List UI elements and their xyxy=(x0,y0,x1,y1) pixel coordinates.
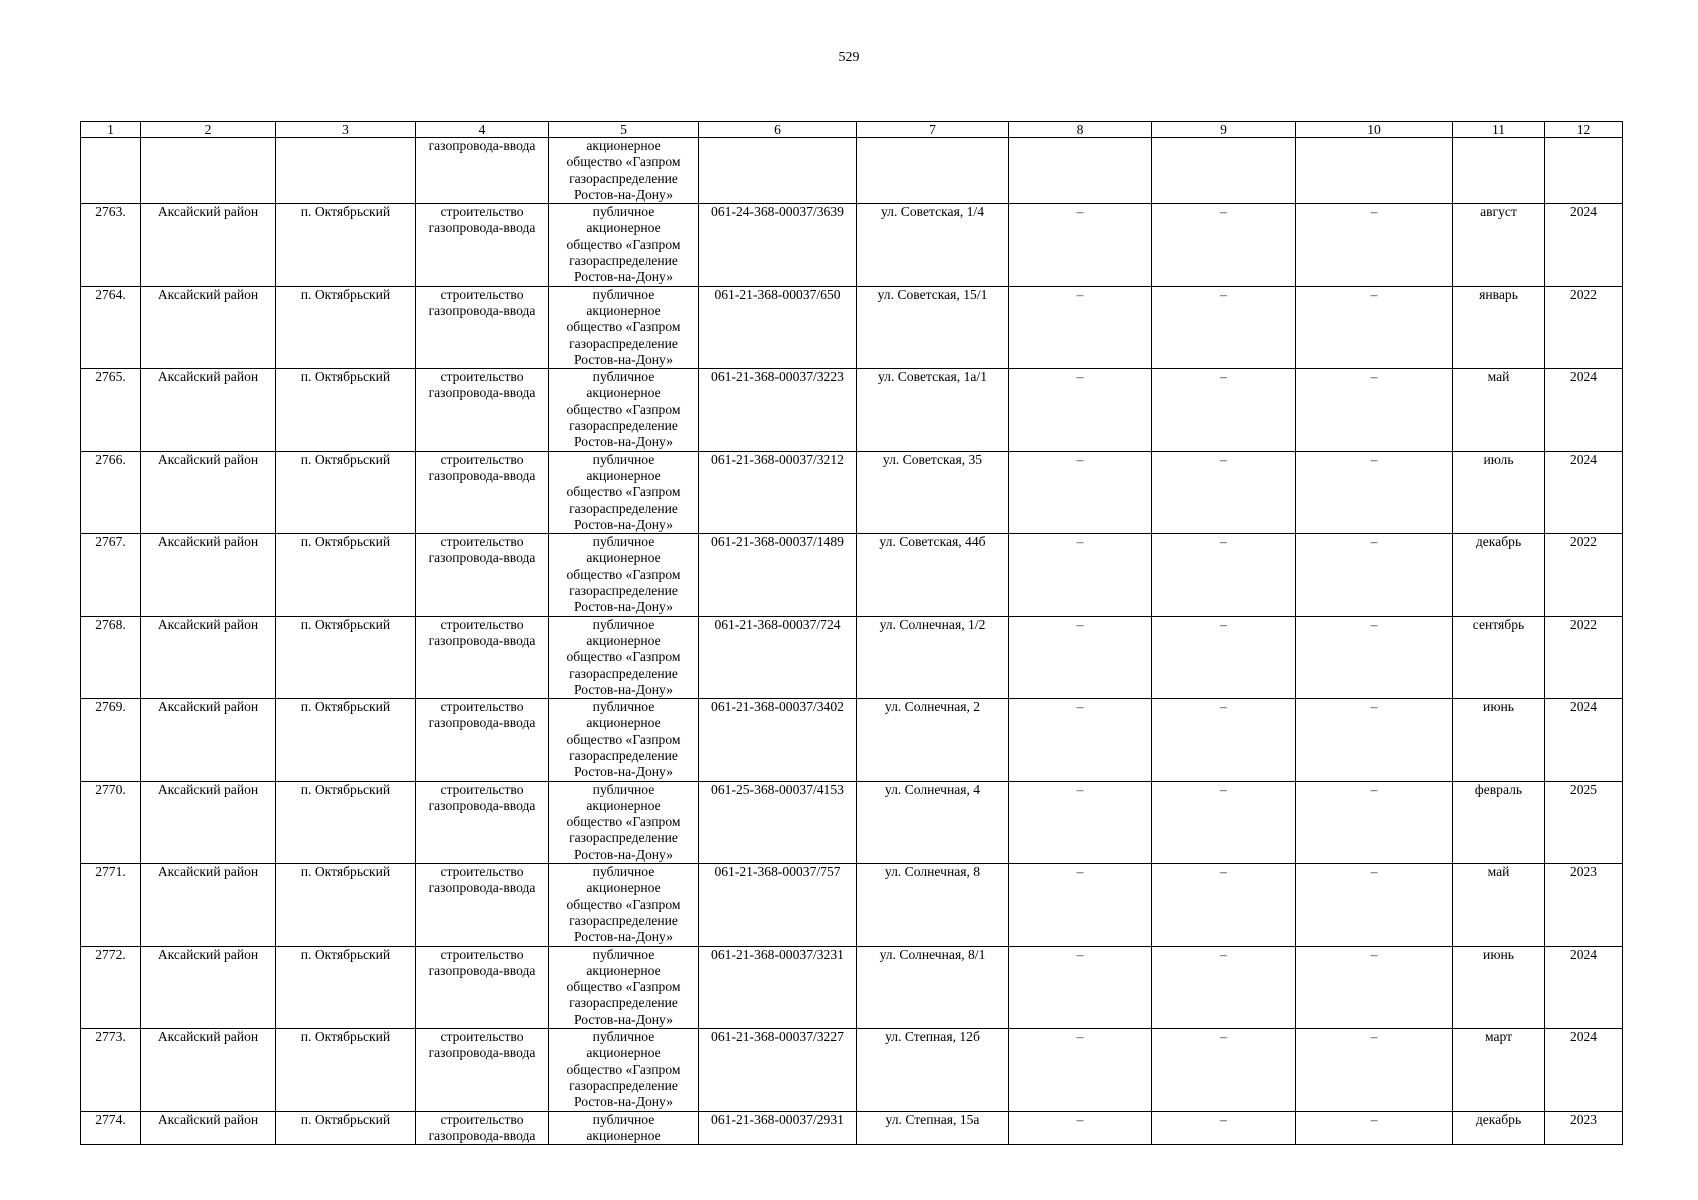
page-number: 529 xyxy=(838,50,860,65)
cell-code: 061-24-368-00037/3639 xyxy=(699,204,857,286)
table-row xyxy=(81,369,1623,451)
cell-number: 2763. xyxy=(81,204,141,286)
cell-settlement: п. Октябрьский xyxy=(276,1029,416,1111)
cell-settlement: п. Октябрьский xyxy=(276,864,416,946)
column-header: 7 xyxy=(857,122,1009,138)
cell-year: 2022 xyxy=(1545,534,1623,616)
work-type-text: строительство газопровода-ввода xyxy=(428,699,536,731)
cell-col10: – xyxy=(1296,781,1453,863)
cell-address: ул. Степная, 15а xyxy=(857,1111,1009,1145)
cell-settlement: п. Октябрьский xyxy=(276,781,416,863)
cell-settlement: п. Октябрьский xyxy=(276,286,416,368)
cell-work-type xyxy=(416,138,549,204)
cell-col10: – xyxy=(1296,1111,1453,1145)
cell-col10 xyxy=(1296,138,1453,204)
work-type-text: строительство газопровода-ввода xyxy=(428,946,536,978)
cell-organization xyxy=(549,534,699,616)
cell-work-type xyxy=(416,369,549,451)
cell-work-type xyxy=(416,534,549,616)
organization-text: публичное акционерное общество «Газпром газораспределение Ростов-на-Дону» xyxy=(566,946,681,1027)
cell-settlement: п. Октябрьский xyxy=(276,534,416,616)
organization-text: публичное акционерное общество «Газпром газораспределение Ростов-на-Дону» xyxy=(566,204,681,285)
organization-text: публичное акционерное общество «Газпром газораспределение Ростов-на-Дону» xyxy=(566,781,681,862)
table-row xyxy=(81,616,1623,698)
cell-year: 2024 xyxy=(1545,451,1623,533)
cell-code: 061-21-368-00037/757 xyxy=(699,864,857,946)
cell-col8: – xyxy=(1009,946,1152,1028)
work-type-text: строительство газопровода-ввода xyxy=(428,1111,536,1143)
continuation-row xyxy=(81,138,1623,204)
cell-district: Аксайский район xyxy=(141,451,276,533)
cell-organization xyxy=(549,451,699,533)
cell-work-type xyxy=(416,864,549,946)
cell-district: Аксайский район xyxy=(141,1029,276,1111)
cell-code: 061-21-368-00037/3402 xyxy=(699,699,857,781)
organization-text: публичное акционерное общество «Газпром газораспределение Ростов-на-Дону» xyxy=(566,369,681,450)
cell-district: Аксайский район xyxy=(141,369,276,451)
cell-number: 2771. xyxy=(81,864,141,946)
cell-organization xyxy=(549,781,699,863)
cell-address: ул. Солнечная, 8 xyxy=(857,864,1009,946)
organization-text: акционерное общество «Газпром газораспределение Ростов-на-Дону» xyxy=(566,138,681,202)
cell-col9: – xyxy=(1152,451,1296,533)
cell-month: август xyxy=(1453,204,1545,286)
cell-settlement: п. Октябрьский xyxy=(276,369,416,451)
column-header: 8 xyxy=(1009,122,1152,138)
cell-district: Аксайский район xyxy=(141,699,276,781)
cell-col8: – xyxy=(1009,699,1152,781)
cell-settlement: п. Октябрьский xyxy=(276,699,416,781)
column-header: 6 xyxy=(699,122,857,138)
cell-col9: – xyxy=(1152,616,1296,698)
cell-col9: – xyxy=(1152,204,1296,286)
organization-text: публичное акционерное общество «Газпром газораспределение Ростов-на-Дону» xyxy=(566,286,681,367)
cell-month: февраль xyxy=(1453,781,1545,863)
cell-month: май xyxy=(1453,864,1545,946)
cell-address xyxy=(857,138,1009,204)
organization-text: публичное акционерное общество «Газпром газораспределение Ростов-на-Дону» xyxy=(566,1029,681,1110)
cell-code: 061-25-368-00037/4153 xyxy=(699,781,857,863)
work-type-text: строительство газопровода-ввода xyxy=(428,864,536,896)
cell-year: 2022 xyxy=(1545,616,1623,698)
organization-text: публичное акционерное общество «Газпром газораспределение Ростов-на-Дону» xyxy=(566,534,681,615)
cell-col8: – xyxy=(1009,616,1152,698)
cell-work-type xyxy=(416,286,549,368)
cell-work-type xyxy=(416,781,549,863)
cell-work-type xyxy=(416,1029,549,1111)
cell-col10: – xyxy=(1296,699,1453,781)
cell-year: 2024 xyxy=(1545,369,1623,451)
cell-number: 2769. xyxy=(81,699,141,781)
cell-district: Аксайский район xyxy=(141,1111,276,1145)
cell-col9: – xyxy=(1152,1111,1296,1145)
cell-col8 xyxy=(1009,138,1152,204)
cell-number: 2768. xyxy=(81,616,141,698)
cell-col9: – xyxy=(1152,781,1296,863)
cell-year: 2023 xyxy=(1545,864,1623,946)
table-row xyxy=(81,451,1623,533)
cell-organization xyxy=(549,699,699,781)
cell-district: Аксайский район xyxy=(141,616,276,698)
cell-district: Аксайский район xyxy=(141,534,276,616)
cell-number: 2770. xyxy=(81,781,141,863)
cell-district: Аксайский район xyxy=(141,864,276,946)
cell-month: сентябрь xyxy=(1453,616,1545,698)
cell-number: 2773. xyxy=(81,1029,141,1111)
work-type-text: строительство газопровода-ввода xyxy=(428,451,536,483)
cell-organization xyxy=(549,864,699,946)
cell-year: 2024 xyxy=(1545,946,1623,1028)
cell-district xyxy=(141,138,276,204)
table-row xyxy=(81,946,1623,1028)
cell-address: ул. Советская, 1/4 xyxy=(857,204,1009,286)
column-header: 2 xyxy=(141,122,276,138)
cell-code: 061-21-368-00037/3227 xyxy=(699,1029,857,1111)
cell-organization xyxy=(549,138,699,204)
cell-col8: – xyxy=(1009,451,1152,533)
organization-text: публичное акционерное общество «Газпром газораспределение Ростов-на-Дону» xyxy=(566,451,681,532)
cell-col10: – xyxy=(1296,946,1453,1028)
cell-code: 061-21-368-00037/650 xyxy=(699,286,857,368)
cell-col10: – xyxy=(1296,534,1453,616)
cell-col9: – xyxy=(1152,699,1296,781)
cell-organization xyxy=(549,616,699,698)
cell-number: 2774. xyxy=(81,1111,141,1145)
cell-col8: – xyxy=(1009,864,1152,946)
cell-col10: – xyxy=(1296,1029,1453,1111)
cell-address: ул. Солнечная, 1/2 xyxy=(857,616,1009,698)
work-type-text: строительство газопровода-ввода xyxy=(428,1029,536,1061)
cell-col8: – xyxy=(1009,1111,1152,1145)
cell-col9: – xyxy=(1152,369,1296,451)
cell-settlement: п. Октябрьский xyxy=(276,204,416,286)
cell-col8: – xyxy=(1009,204,1152,286)
cell-year: 2025 xyxy=(1545,781,1623,863)
cell-settlement: п. Октябрьский xyxy=(276,946,416,1028)
organization-text: публичное акционерное общество «Газпром газораспределение Ростов-на-Дону» xyxy=(566,699,681,780)
column-header: 4 xyxy=(416,122,549,138)
work-type-text: строительство газопровода-ввода xyxy=(428,781,536,813)
cell-district: Аксайский район xyxy=(141,286,276,368)
cell-year: 2024 xyxy=(1545,204,1623,286)
table-row xyxy=(81,286,1623,368)
cell-settlement: п. Октябрьский xyxy=(276,1111,416,1145)
work-type-text: строительство газопровода-ввода xyxy=(428,369,536,401)
cell-number: 2767. xyxy=(81,534,141,616)
cell-number: 2772. xyxy=(81,946,141,1028)
cell-number: 2765. xyxy=(81,369,141,451)
cell-code: 061-21-368-00037/3231 xyxy=(699,946,857,1028)
cell-month: январь xyxy=(1453,286,1545,368)
cell-month: июль xyxy=(1453,451,1545,533)
gas-pipeline-registry-table xyxy=(80,121,1623,1145)
cell-settlement: п. Октябрьский xyxy=(276,451,416,533)
cell-number xyxy=(81,138,141,204)
cell-code xyxy=(699,138,857,204)
table-row xyxy=(81,534,1623,616)
cell-col8: – xyxy=(1009,781,1152,863)
cell-settlement xyxy=(276,138,416,204)
organization-text: публичное акционерное xyxy=(586,1111,661,1143)
cell-col9: – xyxy=(1152,286,1296,368)
cell-organization xyxy=(549,286,699,368)
cell-col9: – xyxy=(1152,864,1296,946)
cell-code: 061-21-368-00037/3212 xyxy=(699,451,857,533)
cell-address: ул. Солнечная, 2 xyxy=(857,699,1009,781)
table-row xyxy=(81,204,1623,286)
cell-month: июнь xyxy=(1453,946,1545,1028)
cell-code: 061-21-368-00037/724 xyxy=(699,616,857,698)
cell-col10: – xyxy=(1296,451,1453,533)
column-header: 11 xyxy=(1453,122,1545,138)
table-row xyxy=(81,864,1623,946)
cell-month: июнь xyxy=(1453,699,1545,781)
cell-work-type xyxy=(416,616,549,698)
cell-col8: – xyxy=(1009,286,1152,368)
cell-month: декабрь xyxy=(1453,1111,1545,1145)
cell-work-type xyxy=(416,1111,549,1145)
cell-address: ул. Солнечная, 8/1 xyxy=(857,946,1009,1028)
work-type-text: строительство газопровода-ввода xyxy=(428,534,536,566)
column-header: 12 xyxy=(1545,122,1623,138)
work-type-text: строительство газопровода-ввода xyxy=(428,204,536,236)
cell-col9: – xyxy=(1152,534,1296,616)
cell-organization xyxy=(549,1111,699,1145)
column-header: 9 xyxy=(1152,122,1296,138)
cell-col10: – xyxy=(1296,864,1453,946)
organization-text: публичное акционерное общество «Газпром газораспределение Ростов-на-Дону» xyxy=(566,616,681,697)
table-row xyxy=(81,699,1623,781)
table-row xyxy=(81,1111,1623,1145)
cell-address: ул. Советская, 44б xyxy=(857,534,1009,616)
cell-organization xyxy=(549,946,699,1028)
cell-settlement: п. Октябрьский xyxy=(276,616,416,698)
work-type-text: строительство газопровода-ввода xyxy=(428,286,536,318)
cell-number: 2766. xyxy=(81,451,141,533)
cell-col10: – xyxy=(1296,369,1453,451)
cell-organization xyxy=(549,204,699,286)
cell-year: 2023 xyxy=(1545,1111,1623,1145)
cell-col8: – xyxy=(1009,369,1152,451)
cell-work-type xyxy=(416,204,549,286)
column-header: 1 xyxy=(81,122,141,138)
cell-col8: – xyxy=(1009,1029,1152,1111)
cell-organization xyxy=(549,369,699,451)
cell-month: май xyxy=(1453,369,1545,451)
cell-col10: – xyxy=(1296,286,1453,368)
cell-district: Аксайский район xyxy=(141,204,276,286)
cell-col8: – xyxy=(1009,534,1152,616)
cell-address: ул. Советская, 1а/1 xyxy=(857,369,1009,451)
cell-work-type xyxy=(416,451,549,533)
cell-address: ул. Советская, 35 xyxy=(857,451,1009,533)
cell-code: 061-21-368-00037/3223 xyxy=(699,369,857,451)
column-header: 5 xyxy=(549,122,699,138)
organization-text: публичное акционерное общество «Газпром газораспределение Ростов-на-Дону» xyxy=(566,864,681,945)
work-type-text: газопровода-ввода xyxy=(428,138,536,153)
cell-district: Аксайский район xyxy=(141,781,276,863)
cell-col9: – xyxy=(1152,1029,1296,1111)
cell-col10: – xyxy=(1296,616,1453,698)
cell-district: Аксайский район xyxy=(141,946,276,1028)
cell-address: ул. Солнечная, 4 xyxy=(857,781,1009,863)
column-number-header-row xyxy=(81,122,1623,138)
cell-code: 061-21-368-00037/1489 xyxy=(699,534,857,616)
cell-address: ул. Советская, 15/1 xyxy=(857,286,1009,368)
cell-code: 061-21-368-00037/2931 xyxy=(699,1111,857,1145)
cell-work-type xyxy=(416,699,549,781)
cell-month: декабрь xyxy=(1453,534,1545,616)
cell-year: 2022 xyxy=(1545,286,1623,368)
cell-col10: – xyxy=(1296,204,1453,286)
cell-col9: – xyxy=(1152,946,1296,1028)
cell-address: ул. Степная, 12б xyxy=(857,1029,1009,1111)
cell-month xyxy=(1453,138,1545,204)
cell-number: 2764. xyxy=(81,286,141,368)
cell-month: март xyxy=(1453,1029,1545,1111)
cell-year: 2024 xyxy=(1545,1029,1623,1111)
work-type-text: строительство газопровода-ввода xyxy=(428,616,536,648)
table-row xyxy=(81,1029,1623,1111)
cell-year: 2024 xyxy=(1545,699,1623,781)
table-row xyxy=(81,781,1623,863)
cell-organization xyxy=(549,1029,699,1111)
cell-work-type xyxy=(416,946,549,1028)
column-header: 10 xyxy=(1296,122,1453,138)
column-header: 3 xyxy=(276,122,416,138)
cell-year xyxy=(1545,138,1623,204)
cell-col9 xyxy=(1152,138,1296,204)
